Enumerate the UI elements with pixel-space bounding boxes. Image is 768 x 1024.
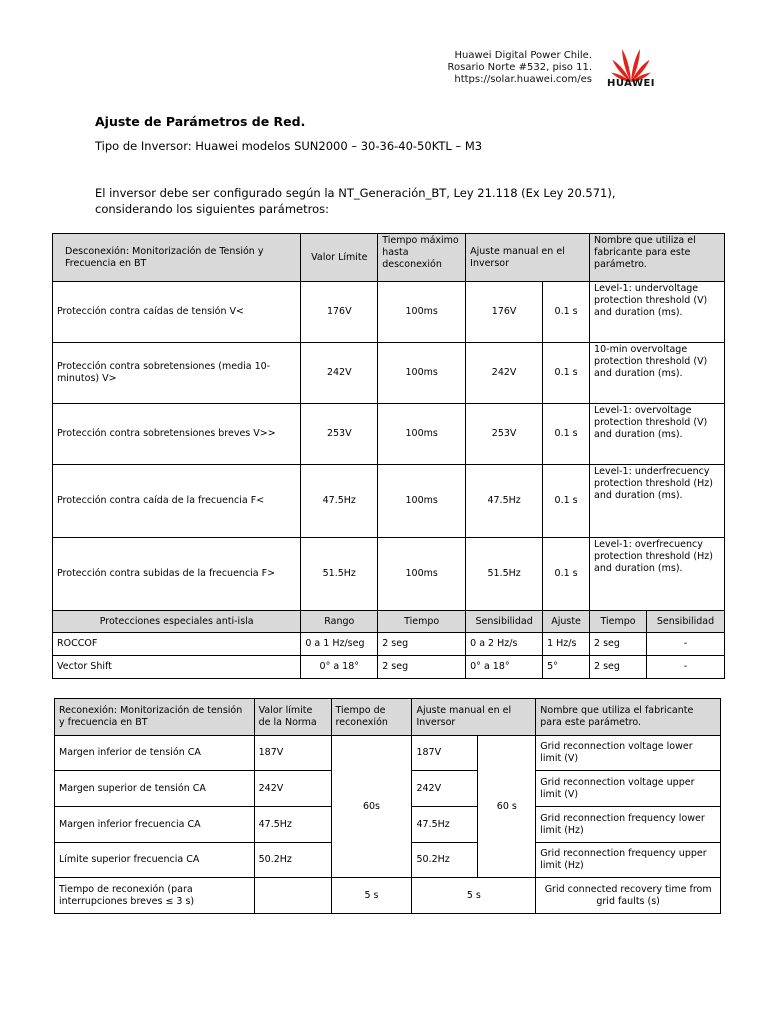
disconnection-header-row — [53, 234, 725, 282]
row-param-name: Grid connected recovery time from grid faults (s) — [536, 878, 721, 914]
row-limit: 176V — [301, 282, 378, 343]
anti-row-sensitivity-2: - — [646, 633, 724, 656]
row-time: 100ms — [378, 282, 466, 343]
table-row — [55, 736, 721, 771]
intro-paragraph — [95, 185, 695, 217]
row-adjust-time: 0.1 s — [543, 282, 590, 343]
table-row — [53, 465, 725, 538]
row-limit: 253V — [301, 404, 378, 465]
row-param-name: Grid reconnection frequency upper limit (Hz) — [536, 843, 721, 878]
row-adjust-value: 47.5Hz — [466, 465, 543, 538]
header-disconnection: Desconexión: Monitorización de Tensión y Frecuencia en BT — [53, 234, 301, 282]
intro-line-1: El inversor debe ser configurado según la NT_Generación_BT, Ley 21.118 (Ex Ley 20.571), — [95, 186, 616, 200]
reconnection-adjust-time: 60 s — [478, 736, 536, 878]
intro-line-2: considerando los siguientes parámetros: — [95, 202, 329, 216]
row-param-name: Level-1: undervoltage protection threshold (V) and duration (ms). — [590, 282, 725, 343]
anti-row-sensitivity: 0 a 2 Hz/s — [466, 633, 543, 656]
row-time: 100ms — [378, 538, 466, 611]
huawei-logo-text: HUAWEI — [606, 78, 656, 89]
row-time: 5 s — [331, 878, 412, 914]
header-manual-adjust: Ajuste manual en el Inversor — [466, 234, 590, 282]
header-sensitivity-2: Sensibilidad — [646, 611, 724, 633]
row-limit: 187V — [254, 736, 331, 771]
anti-row-time-2: 2 seg — [590, 656, 647, 679]
anti-row-adjust: 1 Hz/s — [543, 633, 590, 656]
row-name: Límite superior frecuencia CA — [55, 843, 255, 878]
row-name: Protección contra caídas de tensión V< — [53, 282, 301, 343]
anti-row-time: 2 seg — [378, 633, 466, 656]
anti-row-name: Vector Shift — [53, 656, 301, 679]
anti-row-time: 2 seg — [378, 656, 466, 679]
header-reconnection: Reconexión: Monitorización de tensión y frecuencia en BT — [55, 699, 255, 736]
row-limit: 242V — [301, 343, 378, 404]
reconnection-table — [54, 698, 721, 914]
header-anti-island: Protecciones especiales anti-isla — [53, 611, 301, 633]
row-limit: 50.2Hz — [254, 843, 331, 878]
row-param-name: Grid reconnection frequency lower limit (Hz) — [536, 807, 721, 843]
anti-row-range: 0 a 1 Hz/seg — [301, 633, 378, 656]
row-name: Protección contra caída de la frecuencia F< — [53, 465, 301, 538]
company-name: Huawei Digital Power Chile. — [454, 50, 592, 61]
row-adjust-value: 176V — [466, 282, 543, 343]
document-title: Ajuste de Parámetros de Red. — [95, 114, 306, 129]
row-adjust-time: 0.1 s — [543, 343, 590, 404]
row-name: Margen inferior de tensión CA — [55, 736, 255, 771]
row-adjust-value: 51.5Hz — [466, 538, 543, 611]
anti-row-name: ROCCOF — [53, 633, 301, 656]
anti-row-range: 0° a 18° — [301, 656, 378, 679]
row-limit — [254, 878, 331, 914]
row-name: Margen superior de tensión CA — [55, 771, 255, 807]
disconnection-table — [52, 233, 725, 679]
row-adjust-value: 253V — [466, 404, 543, 465]
table-row — [53, 343, 725, 404]
row-param-name: Level-1: overvoltage protection threshold (V) and duration (ms). — [590, 404, 725, 465]
header-manual-adjust: Ajuste manual en el Inversor — [412, 699, 536, 736]
row-adjust: 5 s — [412, 878, 536, 914]
row-adjust: 47.5Hz — [412, 807, 478, 843]
row-name: Protección contra subidas de la frecuencia F> — [53, 538, 301, 611]
row-param-name: 10-min overvoltage protection threshold (V) and duration (ms). — [590, 343, 725, 404]
reconnection-header-row — [55, 699, 721, 736]
row-adjust-time: 0.1 s — [543, 538, 590, 611]
table-row — [53, 282, 725, 343]
table-row — [53, 633, 725, 656]
row-name: Protección contra sobretensiones breves V>> — [53, 404, 301, 465]
company-url: https://solar.huawei.com/es — [454, 74, 592, 85]
header-norm-limit: Valor límite de la Norma — [254, 699, 331, 736]
header-sensitivity: Sensibilidad — [466, 611, 543, 633]
row-adjust: 50.2Hz — [412, 843, 478, 878]
row-time: 100ms — [378, 343, 466, 404]
header-range: Rango — [301, 611, 378, 633]
header-limit-value: Valor Límite — [301, 234, 378, 282]
company-address: Rosario Norte #532, piso 11. — [447, 62, 592, 73]
row-time: 100ms — [378, 404, 466, 465]
company-address-block — [420, 50, 592, 86]
header-time: Tiempo — [378, 611, 466, 633]
anti-island-header-row — [53, 611, 725, 633]
row-time: 100ms — [378, 465, 466, 538]
row-param-name: Level-1: underfrecuency protection threshold (Hz) and duration (ms). — [590, 465, 725, 538]
header-max-time: Tiempo máximo hasta desconexión — [378, 234, 466, 282]
row-name: Tiempo de reconexión (para interrupciones breves ≤ 3 s) — [55, 878, 255, 914]
row-name: Protección contra sobretensiones (media 10-minutos) V> — [53, 343, 301, 404]
table-row — [53, 538, 725, 611]
row-name: Margen inferior frecuencia CA — [55, 807, 255, 843]
row-limit: 51.5Hz — [301, 538, 378, 611]
row-adjust-time: 0.1 s — [543, 465, 590, 538]
reconnection-time-value: 60s — [331, 736, 412, 878]
anti-row-sensitivity-2: - — [646, 656, 724, 679]
table-row — [53, 656, 725, 679]
row-param-name: Grid reconnection voltage lower limit (V) — [536, 736, 721, 771]
row-adjust-value: 242V — [466, 343, 543, 404]
row-param-name: Level-1: overfrecuency protection threshold (Hz) and duration (ms). — [590, 538, 725, 611]
inverter-type: Tipo de Inversor: Huawei modelos SUN2000 – 30-36-40-50KTL – M3 — [95, 139, 483, 153]
row-adjust: 242V — [412, 771, 478, 807]
row-limit: 47.5Hz — [301, 465, 378, 538]
header-reconnection-time: Tiempo de reconexión — [331, 699, 412, 736]
anti-row-sensitivity: 0° a 18° — [466, 656, 543, 679]
row-adjust-time: 0.1 s — [543, 404, 590, 465]
header-time-2: Tiempo — [590, 611, 647, 633]
table-row — [53, 404, 725, 465]
row-adjust: 187V — [412, 736, 478, 771]
anti-row-adjust: 5° — [543, 656, 590, 679]
header-manufacturer-name: Nombre que utiliza el fabricante para este parámetro. — [536, 699, 721, 736]
row-param-name: Grid reconnection voltage upper limit (V) — [536, 771, 721, 807]
anti-row-time-2: 2 seg — [590, 633, 647, 656]
header-manufacturer-name: Nombre que utiliza el fabricante para este parámetro. — [590, 234, 725, 282]
header-adjust: Ajuste — [543, 611, 590, 633]
row-limit: 242V — [254, 771, 331, 807]
table-row — [55, 878, 721, 914]
row-limit: 47.5Hz — [254, 807, 331, 843]
